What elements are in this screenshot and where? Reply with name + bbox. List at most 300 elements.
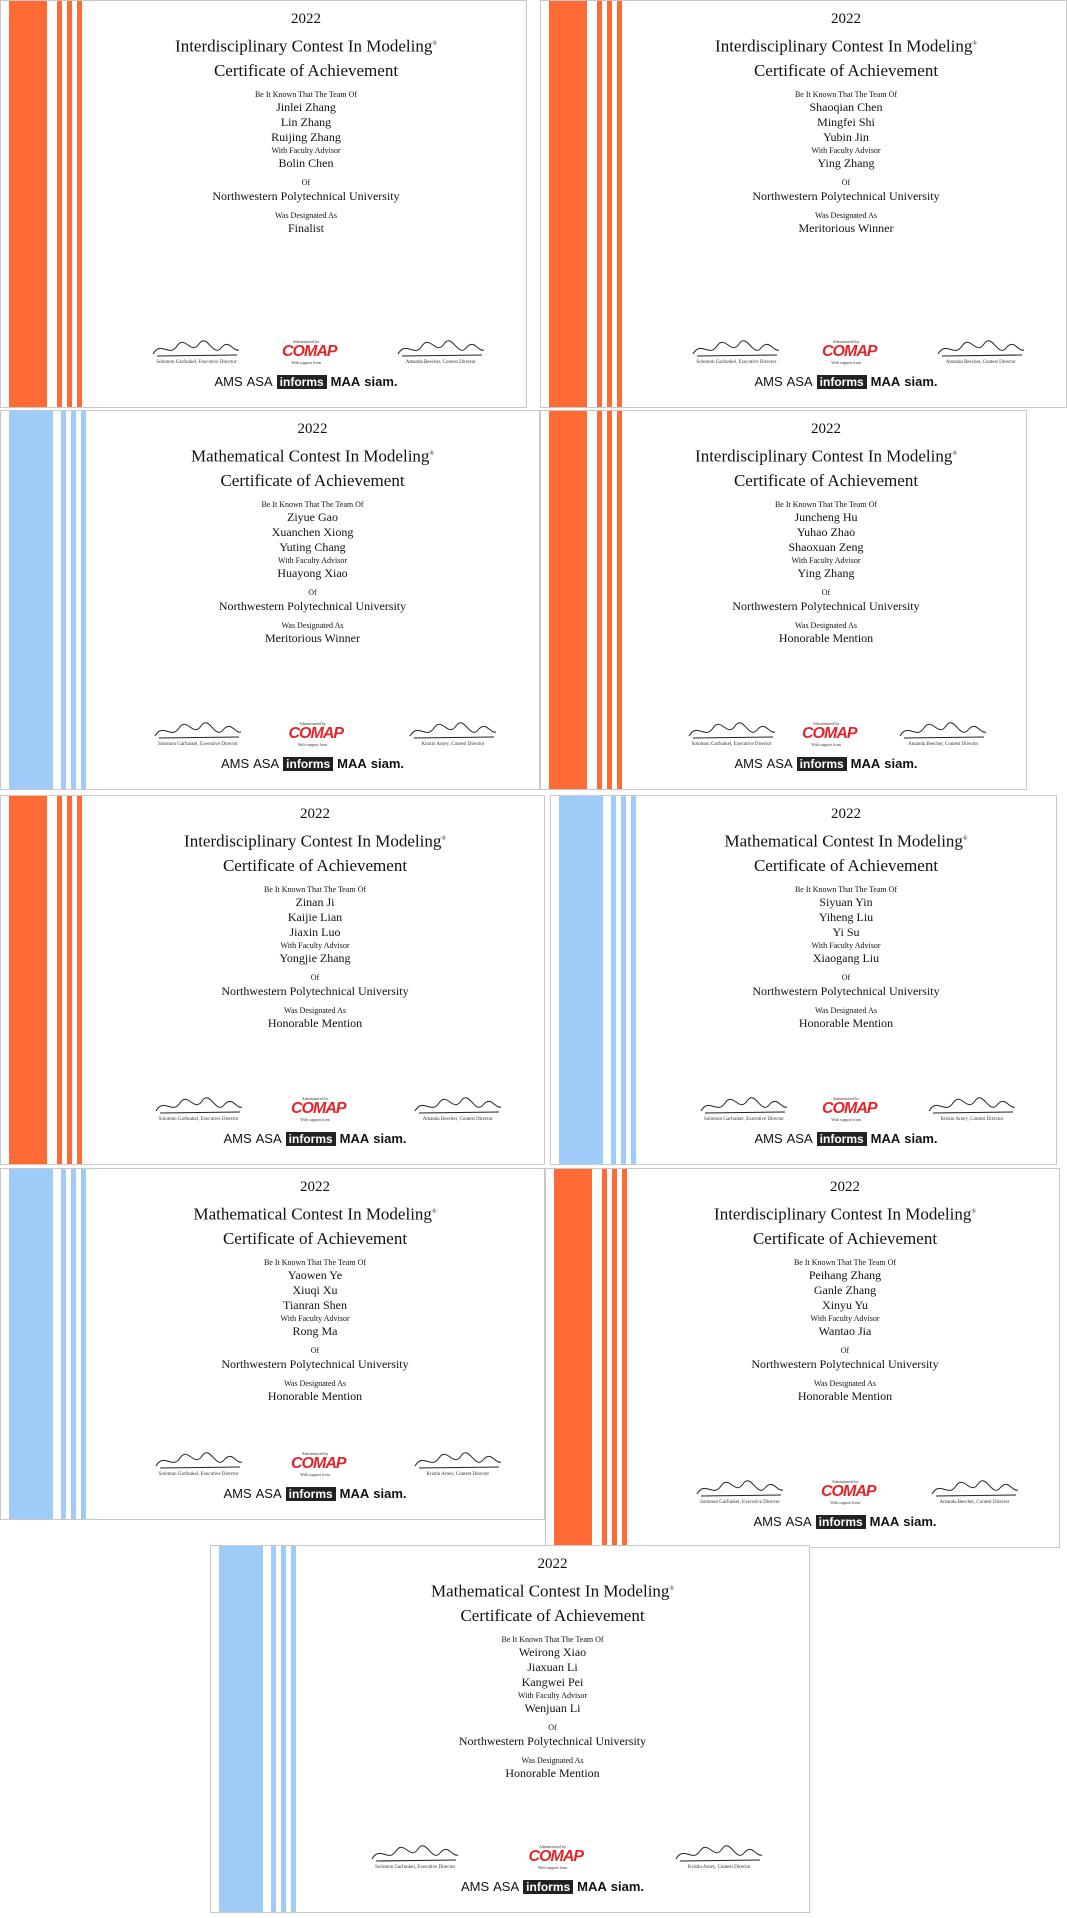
faculty-advisor: Wenjuan Li — [524, 1700, 581, 1715]
award-designation: Honorable Mention — [505, 1765, 600, 1780]
signature-row — [641, 1469, 1049, 1505]
certificate-subtitle: Certificate of Achievement — [222, 1228, 408, 1248]
award-designation: Finalist — [287, 220, 324, 235]
comap-administered: Administered by — [812, 721, 840, 726]
contest-title — [636, 32, 1056, 59]
advisor-intro: With Faculty Advisor — [517, 1690, 587, 1700]
asa-logo: ASA — [253, 756, 280, 771]
contest-title — [641, 1200, 1049, 1227]
comap-support: With support from — [830, 1500, 860, 1505]
of-label: Of — [308, 587, 317, 597]
comap-logo: COMAP — [291, 1100, 346, 1117]
of-label: Of — [310, 1345, 320, 1355]
designated-label: Was Designated As — [814, 210, 877, 220]
signature-left — [682, 720, 782, 747]
of-label: Of — [841, 972, 851, 982]
stripe — [607, 411, 612, 789]
faculty-advisor: Wantao Jia — [818, 1323, 872, 1338]
maa-logo: MAA — [870, 374, 901, 389]
contest-title — [636, 442, 1016, 469]
asa-logo: ASA — [255, 1131, 282, 1146]
ams-logo: AMS — [734, 756, 763, 771]
registered-mark: ® — [669, 1586, 674, 1592]
faculty-advisor: Xiaogang Liu — [812, 950, 880, 965]
signer-left-caption: Solomon Garfunkel, Executive Director — [375, 1865, 456, 1870]
siam-logo: siam. — [903, 1514, 937, 1529]
comap-logo: COMAP — [291, 1455, 346, 1472]
stripe — [71, 411, 76, 789]
signature-scribble — [930, 1478, 1020, 1500]
stripe — [621, 796, 626, 1164]
certificate-year: 2022 — [831, 806, 861, 822]
advisor-intro: With Faculty Advisor — [791, 555, 861, 565]
team-member: Jiaxin Luo — [289, 924, 341, 939]
of-label: Of — [821, 587, 831, 597]
university-name: Northwestern Polytechnical University — [752, 188, 940, 203]
asa-logo: ASA — [766, 756, 793, 771]
contest-name: Interdisciplinary Contest In Modeling — [715, 36, 973, 56]
contest-name: Mathematical Contest In Modeling — [431, 1581, 670, 1601]
signer-right-caption: Kristin Arney, Contest Director — [421, 742, 485, 747]
stripe — [549, 411, 587, 789]
comap-logo: COMAP — [282, 343, 337, 360]
registered-mark: ® — [972, 41, 977, 47]
comap-logo-block — [821, 1479, 876, 1505]
ams-logo: AMS — [223, 1486, 252, 1501]
registered-mark: ® — [952, 451, 957, 457]
advisor-intro: With Faculty Advisor — [280, 1313, 350, 1323]
signature-right — [391, 338, 491, 365]
asa-logo: ASA — [786, 374, 813, 389]
signature-left — [149, 1095, 249, 1122]
signature-scribble — [898, 720, 988, 742]
sponsor-logos — [636, 373, 1056, 389]
team-member: Juncheng Hu — [794, 509, 858, 524]
contest-title — [306, 1577, 799, 1604]
signature-scribble — [154, 1450, 244, 1472]
comap-support: With support from — [300, 1117, 330, 1122]
stripe — [554, 1169, 592, 1547]
stripe — [291, 1546, 296, 1912]
team-member: Yiheng Liu — [818, 909, 874, 924]
certificate-subtitle: Certificate of Achievement — [752, 1228, 938, 1248]
certificate — [0, 1168, 545, 1520]
faculty-advisor: Ying Zhang — [817, 155, 875, 170]
comap-logo-block — [282, 339, 337, 365]
siam-logo: siam. — [364, 374, 398, 389]
maa-logo: MAA — [337, 756, 367, 771]
ams-logo: AMS — [214, 374, 243, 389]
contest-name: Interdisciplinary Contest In Modeling — [184, 831, 442, 851]
advisor-intro: With Faculty Advisor — [810, 1313, 880, 1323]
award-designation: Meritorious Winner — [798, 220, 894, 235]
informs-logo: informs — [817, 1132, 867, 1146]
maa-logo: MAA — [339, 1486, 370, 1501]
informs-logo: informs — [817, 375, 867, 389]
university-name: Northwestern Polytechnical University — [458, 1733, 647, 1748]
signature-scribble — [691, 338, 781, 360]
contest-title — [646, 827, 1046, 854]
comap-administered: Administered by — [301, 1096, 329, 1101]
team-intro: Be It Known That The Team Of — [261, 499, 364, 509]
team-member: Peihang Zhang — [808, 1267, 882, 1282]
faculty-advisor: Huayong Xiao — [277, 565, 348, 580]
siam-logo: siam. — [373, 1131, 407, 1146]
advisor-intro: With Faculty Advisor — [811, 940, 881, 950]
comap-support: With support from — [300, 1472, 330, 1477]
university-name: Northwestern Polytechnical University — [221, 1356, 409, 1371]
certificate — [210, 1545, 810, 1913]
informs-logo: informs — [277, 375, 327, 389]
stripe — [77, 1, 82, 407]
comap-logo: COMAP — [822, 1100, 877, 1117]
sponsor-logos — [646, 1130, 1046, 1146]
stripe — [597, 411, 602, 789]
contest-title — [96, 32, 516, 59]
certificate — [540, 0, 1067, 408]
signature-right — [925, 1478, 1025, 1505]
signer-left-caption: Solomon Garfunkel, Executive Director — [691, 742, 772, 747]
stripe — [271, 1546, 276, 1912]
registered-mark: ® — [429, 451, 434, 457]
signer-left-caption: Solomon Garfunkel, Executive Director — [157, 742, 238, 747]
signer-left-caption: Solomon Garfunkel, Executive Director — [158, 1472, 239, 1477]
team-member: Xiuqi Xu — [292, 1282, 338, 1297]
comap-administered: Administered by — [832, 339, 860, 344]
certificate-body — [96, 806, 534, 1156]
stripe — [57, 796, 62, 1164]
comap-logo-block — [288, 721, 344, 747]
signer-left-caption: Solomon Garfunkel, Executive Director — [696, 360, 777, 365]
award-designation: Honorable Mention — [267, 1015, 363, 1030]
informs-logo: informs — [523, 1880, 573, 1894]
comap-support: With support from — [297, 742, 328, 747]
signature-scribble — [674, 1843, 764, 1865]
comap-administered: Administered by — [831, 1479, 859, 1484]
signature-row — [636, 329, 1056, 365]
signature-row — [306, 1834, 799, 1870]
of-label: Of — [310, 972, 320, 982]
comap-logo: COMAP — [528, 1848, 584, 1865]
designated-label: Was Designated As — [813, 1378, 876, 1388]
comap-logo: COMAP — [288, 725, 344, 742]
of-label: Of — [841, 177, 851, 187]
maa-logo: MAA — [870, 1131, 901, 1146]
certificate-year: 2022 — [300, 1179, 330, 1195]
comap-logo-block — [802, 721, 857, 747]
stripe — [617, 411, 622, 789]
team-member: Shaoxuan Zeng — [788, 539, 864, 554]
stripe — [71, 1169, 76, 1519]
stripe — [9, 411, 53, 789]
siam-logo: siam. — [904, 1131, 938, 1146]
siam-logo: siam. — [904, 374, 938, 389]
certificate — [545, 1168, 1060, 1548]
signature-right — [408, 1450, 508, 1477]
sponsor-logos — [96, 755, 529, 771]
stripe — [9, 796, 47, 1164]
informs-logo: informs — [816, 1515, 866, 1529]
stripe — [559, 796, 603, 1164]
comap-support: With support from — [291, 360, 321, 365]
team-member: Kaijie Lian — [287, 909, 343, 924]
contest-name: Mathematical Contest In Modeling — [193, 1204, 432, 1224]
stripe — [77, 796, 82, 1164]
certificate — [550, 795, 1057, 1165]
comap-administered: Administered by — [539, 1844, 566, 1849]
asa-logo: ASA — [255, 1486, 282, 1501]
contest-title — [96, 1200, 534, 1227]
certificate-subtitle: Certificate of Achievement — [222, 855, 408, 875]
signature-scribble — [153, 720, 243, 742]
signature-row — [96, 1086, 534, 1122]
signature-scribble — [370, 1843, 460, 1865]
stripe — [61, 411, 66, 789]
maa-logo: MAA — [339, 1131, 370, 1146]
of-label: Of — [840, 1345, 850, 1355]
signature-right — [922, 1095, 1022, 1122]
signature-left — [146, 338, 246, 365]
informs-logo: informs — [286, 1132, 336, 1146]
registered-mark: ® — [971, 1209, 976, 1215]
stripe — [549, 1, 587, 407]
of-label: Of — [548, 1722, 557, 1732]
comap-administered: Administered by — [292, 339, 320, 344]
comap-logo-block — [528, 1844, 584, 1870]
certificate-year: 2022 — [811, 421, 841, 437]
maa-logo: MAA — [850, 756, 881, 771]
designated-label: Was Designated As — [281, 620, 344, 630]
ams-logo: AMS — [460, 1879, 490, 1894]
team-member: Siyuan Yin — [819, 894, 873, 909]
stripe — [9, 1169, 53, 1519]
designated-label: Was Designated As — [274, 210, 337, 220]
sponsor-logos — [641, 1513, 1049, 1529]
comap-logo: COMAP — [822, 343, 877, 360]
signature-scribble — [413, 1095, 503, 1117]
comap-logo-block — [291, 1096, 346, 1122]
faculty-advisor: Ying Zhang — [797, 565, 855, 580]
signer-right-caption: Amanda Beecher, Contest Director — [908, 742, 979, 747]
certificate — [0, 410, 540, 790]
team-member: Yuting Chang — [279, 539, 346, 554]
designated-label: Was Designated As — [283, 1378, 346, 1388]
signature-scribble — [396, 338, 486, 360]
comap-support: With support from — [831, 1117, 861, 1122]
comap-administered: Administered by — [832, 1096, 860, 1101]
stripe — [57, 1, 62, 407]
maa-logo: MAA — [330, 374, 361, 389]
advisor-intro: With Faculty Advisor — [280, 940, 350, 950]
signature-row — [96, 1441, 534, 1477]
signer-left-caption: Solomon Garfunkel, Executive Director — [704, 1117, 784, 1122]
stripe — [81, 411, 86, 789]
signer-right-caption: Amanda Beecher, Contest Director — [422, 1117, 493, 1122]
signer-right-caption: Amanda Beecher, Contest Director — [945, 360, 1016, 365]
registered-mark: ® — [431, 1209, 437, 1215]
signer-right-caption: Kristin Arney, Contest Director — [688, 1865, 751, 1870]
signer-right-caption: Amanda Beecher, Contest Director — [939, 1500, 1010, 1505]
signature-left — [148, 720, 248, 747]
stripe — [631, 796, 636, 1164]
ams-logo: AMS — [754, 374, 783, 389]
certificate-subtitle: Certificate of Achievement — [220, 470, 405, 490]
stripe — [611, 796, 616, 1164]
signer-right-caption: Kristin Arney, Contest Director — [940, 1117, 1004, 1122]
team-member: Xuanchen Xiong — [271, 524, 354, 539]
certificate-body — [641, 1179, 1049, 1539]
certificate-body — [306, 1556, 799, 1904]
informs-logo: informs — [797, 757, 847, 771]
signature-left — [690, 1478, 790, 1505]
certificate-body — [636, 421, 1016, 781]
team-member: Lin Zhang — [280, 114, 332, 129]
faculty-advisor: Rong Ma — [292, 1323, 338, 1338]
signature-row — [96, 711, 529, 747]
sponsor-logos — [636, 755, 1016, 771]
signature-scribble — [687, 720, 777, 742]
contest-title — [96, 827, 534, 854]
team-member: Ruijing Zhang — [271, 129, 341, 144]
stripe — [219, 1546, 263, 1912]
designated-label: Was Designated As — [794, 620, 857, 630]
university-name: Northwestern Polytechnical University — [732, 598, 920, 613]
signature-right — [403, 720, 503, 747]
team-intro: Be It Known That The Team Of — [263, 884, 367, 894]
team-member: Jinlei Zhang — [276, 99, 336, 114]
certificate-subtitle: Certificate of Achievement — [753, 60, 939, 80]
designated-label: Was Designated As — [283, 1005, 346, 1015]
comap-logo-block — [822, 1096, 877, 1122]
stripe — [281, 1546, 286, 1912]
university-name: Northwestern Polytechnical University — [752, 983, 940, 998]
maa-logo: MAA — [577, 1879, 607, 1894]
siam-logo: siam. — [370, 756, 405, 771]
registered-mark: ® — [962, 836, 968, 842]
designated-label: Was Designated As — [521, 1755, 584, 1765]
team-intro: Be It Known That The Team Of — [793, 1257, 897, 1267]
ams-logo: AMS — [223, 1131, 252, 1146]
signature-right — [893, 720, 993, 747]
team-intro: Be It Known That The Team Of — [794, 89, 898, 99]
award-designation: Honorable Mention — [797, 1388, 893, 1403]
registered-mark: ® — [441, 836, 446, 842]
advisor-intro: With Faculty Advisor — [271, 145, 341, 155]
comap-support: With support from — [537, 1865, 568, 1870]
sponsor-logos — [306, 1878, 799, 1894]
signature-right — [931, 338, 1031, 365]
sponsor-logos — [96, 373, 516, 389]
team-member: Weirong Xiao — [518, 1644, 587, 1659]
signature-scribble — [699, 1095, 789, 1117]
team-member: Tianran Shen — [283, 1297, 347, 1312]
stripe — [61, 1169, 66, 1519]
stripe — [9, 1, 47, 407]
comap-logo-block — [291, 1451, 346, 1477]
siam-logo: siam. — [373, 1486, 407, 1501]
team-member: Ziyue Gao — [287, 509, 338, 524]
team-member: Shaoqian Chen — [809, 99, 883, 114]
informs-logo: informs — [286, 1487, 336, 1501]
signature-left — [149, 1450, 249, 1477]
certificate-subtitle: Certificate of Achievement — [733, 470, 919, 490]
comap-logo: COMAP — [802, 725, 857, 742]
certificate-body — [636, 11, 1056, 399]
asa-logo: ASA — [493, 1879, 520, 1894]
signature-row — [646, 1086, 1046, 1122]
stripe — [67, 796, 72, 1164]
stripe — [67, 1, 72, 407]
team-member: Yuhao Zhao — [796, 524, 856, 539]
certificate-year: 2022 — [537, 1556, 568, 1572]
of-label: Of — [301, 177, 311, 187]
university-name: Northwestern Polytechnical University — [751, 1356, 939, 1371]
university-name: Northwestern Polytechnical University — [212, 188, 400, 203]
ams-logo: AMS — [754, 1131, 783, 1146]
faculty-advisor: Bolin Chen — [278, 155, 334, 170]
registered-mark: ® — [432, 41, 437, 47]
award-designation: Meritorious Winner — [265, 630, 360, 645]
asa-logo: ASA — [246, 374, 273, 389]
advisor-intro: With Faculty Advisor — [811, 145, 881, 155]
signature-row — [636, 711, 1016, 747]
signature-scribble — [413, 1450, 503, 1472]
team-member: Ganle Zhang — [813, 1282, 877, 1297]
siam-logo: siam. — [610, 1879, 645, 1894]
certificate — [540, 410, 1027, 790]
signature-scribble — [154, 1095, 244, 1117]
certificate — [0, 795, 545, 1165]
signer-right-caption: Kristin Arney, Contest Director — [426, 1472, 490, 1477]
contest-name: Interdisciplinary Contest In Modeling — [175, 36, 433, 56]
stripe — [622, 1169, 627, 1547]
signature-left — [365, 1843, 465, 1870]
sponsor-logos — [96, 1485, 534, 1501]
stripe — [597, 1, 602, 407]
designated-label: Was Designated As — [814, 1005, 877, 1015]
team-member: Yaowen Ye — [287, 1267, 343, 1282]
certificate-year: 2022 — [830, 1179, 860, 1195]
comap-logo: COMAP — [821, 1483, 876, 1500]
stripe — [612, 1169, 617, 1547]
sponsor-logos — [96, 1130, 534, 1146]
team-member: Yi Su — [832, 924, 860, 939]
team-intro: Be It Known That The Team Of — [263, 1257, 367, 1267]
contest-title — [96, 442, 529, 469]
team-member: Yubin Jin — [823, 129, 869, 144]
faculty-advisor: Yongjie Zhang — [279, 950, 351, 965]
team-member: Mingfei Shi — [817, 114, 875, 129]
stripe — [81, 1169, 86, 1519]
signature-row — [96, 329, 516, 365]
stripe — [602, 1169, 607, 1547]
signature-scribble — [695, 1478, 785, 1500]
certificate-subtitle: Certificate of Achievement — [213, 60, 399, 80]
signature-scribble — [151, 338, 241, 360]
ams-logo: AMS — [753, 1514, 782, 1529]
signature-scribble — [408, 720, 498, 742]
comap-administered: Administered by — [301, 1451, 329, 1456]
signature-scribble — [936, 338, 1026, 360]
asa-logo: ASA — [786, 1131, 813, 1146]
comap-logo-block — [822, 339, 877, 365]
certificate-year: 2022 — [291, 11, 321, 27]
certificate-body — [646, 806, 1046, 1156]
signer-left-caption: Solomon Garfunkel, Executive Director — [158, 1117, 239, 1122]
signature-left — [694, 1095, 794, 1122]
team-intro: Be It Known That The Team Of — [774, 499, 878, 509]
siam-logo: siam. — [884, 756, 918, 771]
